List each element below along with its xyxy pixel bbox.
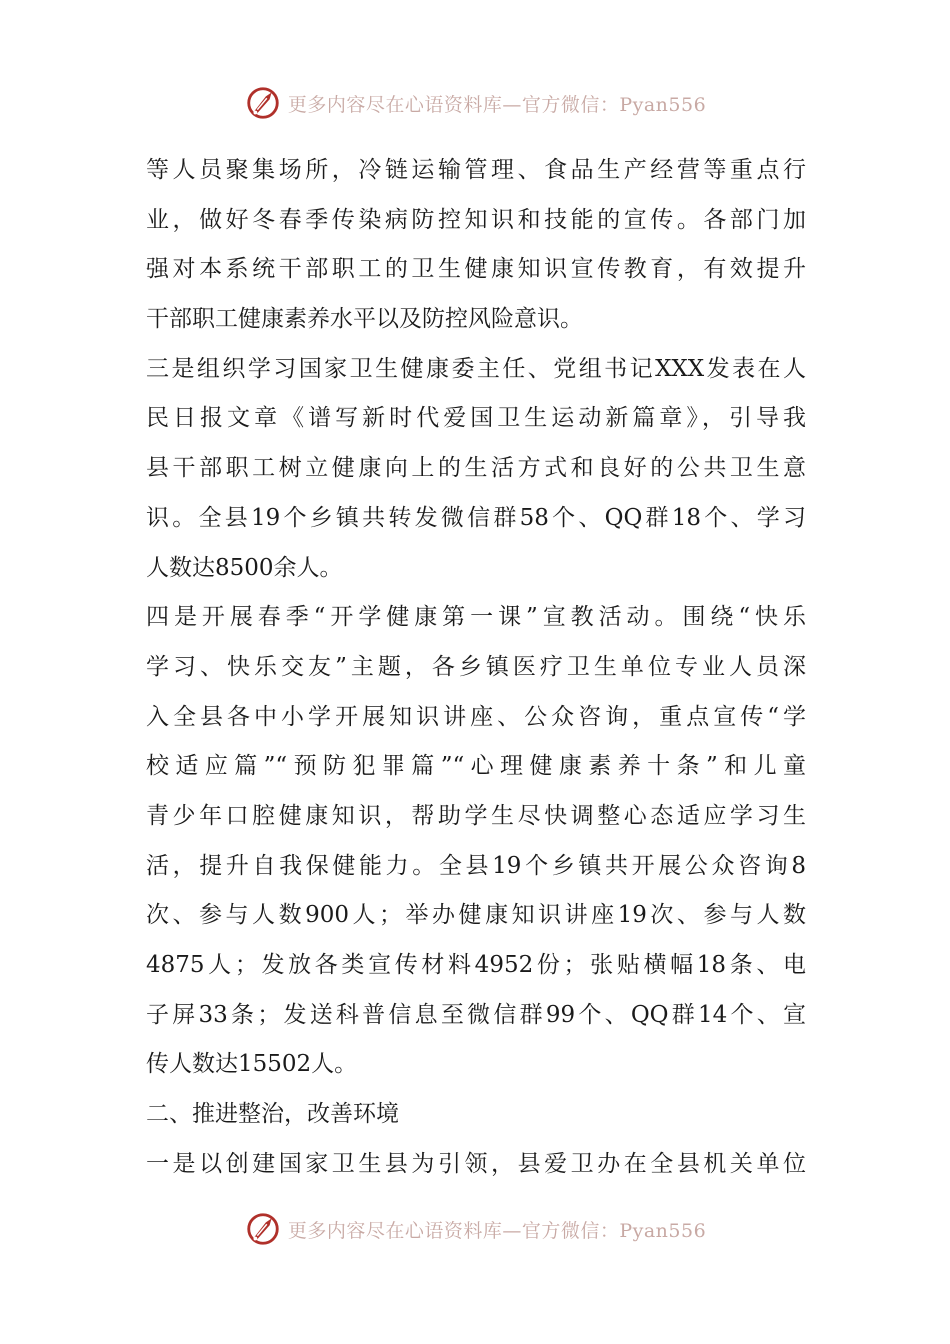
text-line: 识。全县19个乡镇共转发微信群58个、QQ群18个、学习	[146, 504, 806, 531]
text-line: 活，提升自我保健能力。全县19个乡镇共开展公众咨询8	[146, 852, 806, 879]
text-line: 4875人；发放各类宣传材料4952份；张贴横幅18条、电	[146, 952, 806, 978]
text-line: 校适应篇”“预防犯罪篇”“心理健康素养十条”和儿童	[146, 753, 806, 780]
text-line: 人数达8500余人。	[146, 554, 343, 581]
text-line: 三是组织学习国家卫生健康委主任、党组书记XXX发表在人	[146, 355, 806, 382]
text-line: 强对本系统干部职工的卫生健康知识宣传教育，有效提升	[146, 256, 806, 283]
text-line: 传人数达15502人。	[146, 1051, 358, 1078]
text-line: 青少年口腔健康知识，帮助学生尽快调整心态适应学习生	[146, 802, 806, 829]
pen-nib-circle-icon	[244, 1210, 282, 1248]
text-line: 学习、快乐交友”主题，各乡镇医疗卫生单位专业人员深	[146, 653, 806, 680]
document-body	[146, 146, 806, 1189]
text-line: 民日报文章《谱写新时代爱国卫生运动新篇章》，引导我	[146, 405, 806, 432]
text-line: 次、参与人数900人；举办健康知识讲座19次、参与人数	[146, 902, 806, 929]
text-line: 县干部职工树立健康向上的生活方式和良好的公共卫生意	[146, 455, 806, 482]
page-footer-banner	[0, 1209, 950, 1249]
text-line: 入全县各中小学开展知识讲座、公众咨询，重点宣传“学	[146, 703, 806, 730]
text-line: 二、推进整治，改善环境	[146, 1101, 399, 1128]
text-line: 等人员聚集场所，冷链运输管理、食品生产经营等重点行	[146, 157, 806, 183]
text-line: 一是以创建国家卫生县为引领，县爱卫办在全县机关单位	[146, 1150, 806, 1177]
page-header-banner	[0, 83, 950, 123]
text-line: 子屏33条；发送科普信息至微信群99个、QQ群14个、宣	[146, 1001, 806, 1028]
text-line: 业，做好冬春季传染病防控知识和技能的宣传。各部门加	[146, 206, 806, 233]
header-banner-text: 更多内容尽在心语资料库—官方微信：Pyan556	[287, 93, 707, 116]
text-line: 干部职工健康素养水平以及防控风险意识。	[146, 306, 583, 333]
footer-banner-text: 更多内容尽在心语资料库—官方微信：Pyan556	[287, 1219, 707, 1242]
pen-nib-circle-icon	[244, 84, 282, 122]
text-line: 四是开展春季“开学健康第一课”宣教活动。围绕“快乐	[146, 604, 806, 631]
